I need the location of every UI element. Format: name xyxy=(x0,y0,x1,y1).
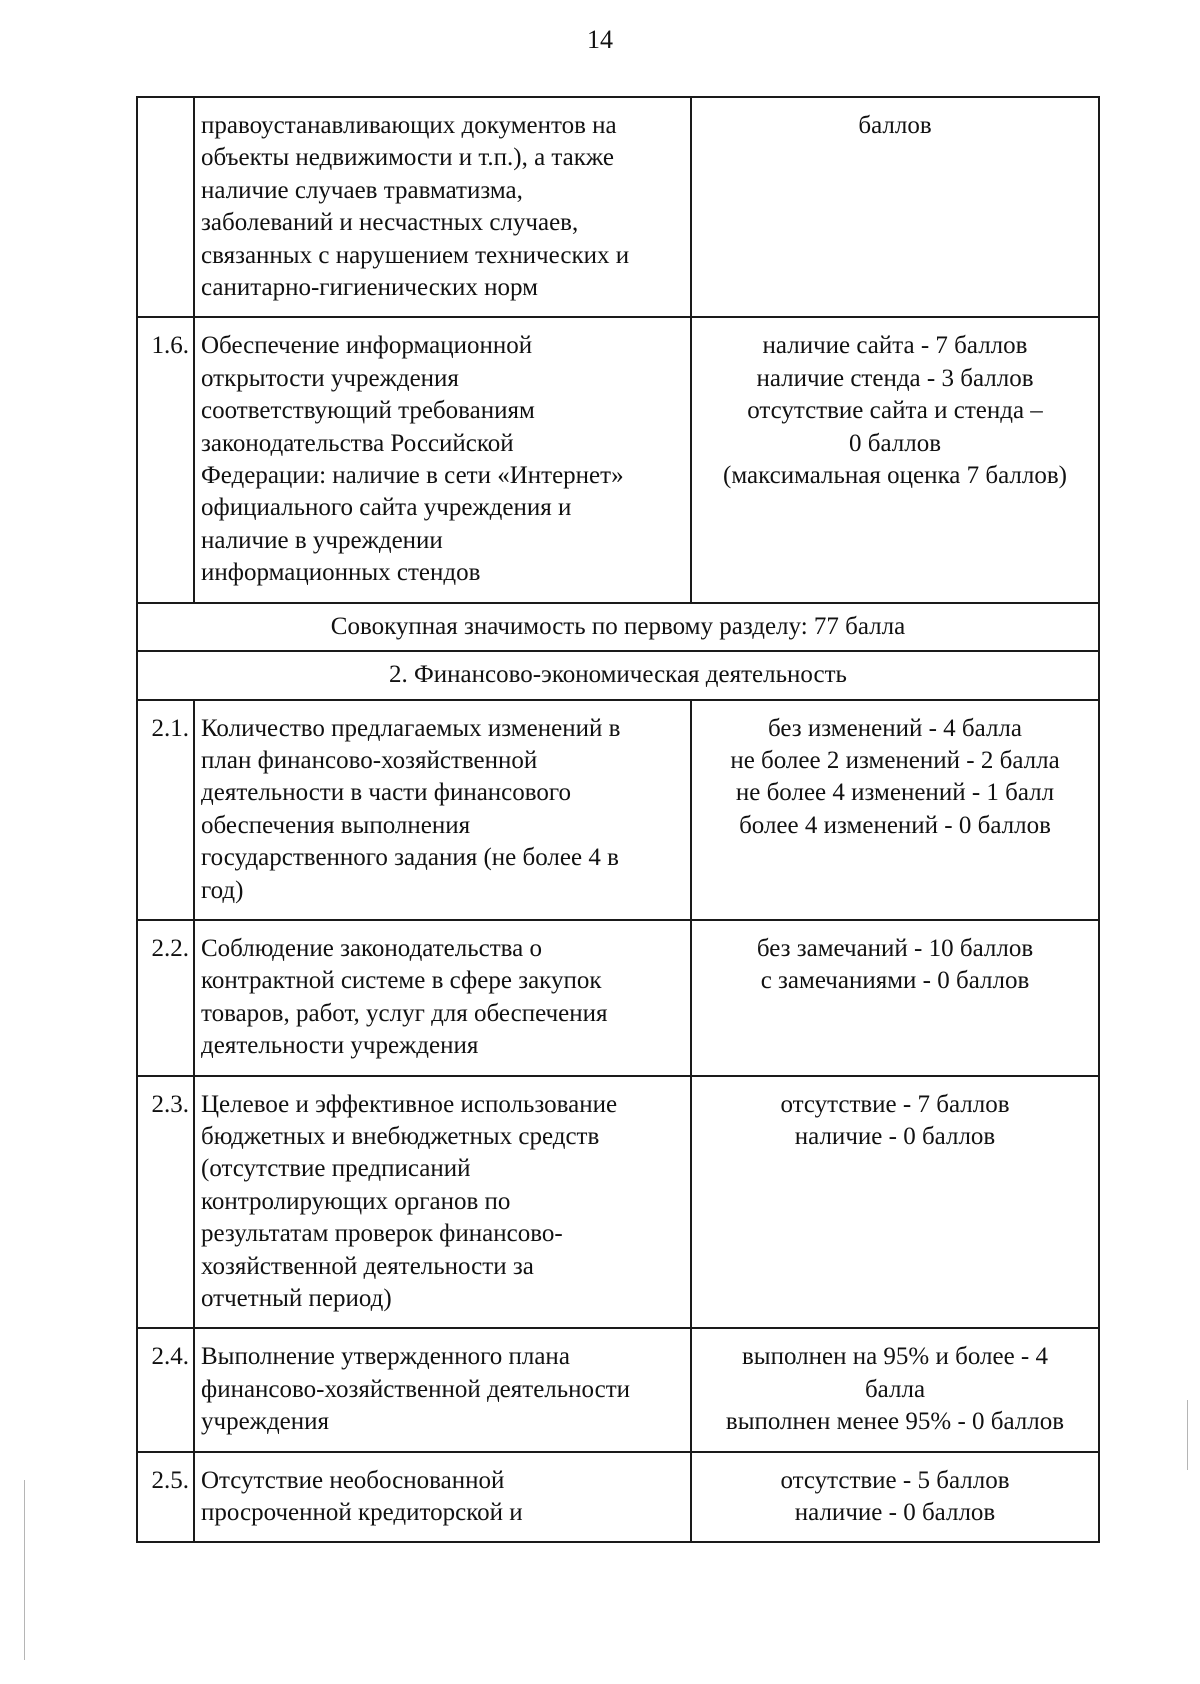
description-line: связанных с нарушением технических и xyxy=(201,241,630,269)
description-line: Обеспечение информационной xyxy=(201,332,533,360)
section-summary-row xyxy=(137,603,1099,651)
score-line: выполнен менее 95% - 0 баллов xyxy=(725,1408,1065,1436)
page-number: 14 xyxy=(587,25,613,54)
row-number: 1.6. xyxy=(137,317,194,602)
description-line: заболеваний и несчастных случаев, xyxy=(201,209,579,237)
score-line: отсутствие - 7 баллов xyxy=(780,1090,1010,1118)
criterion-score xyxy=(691,1328,1099,1451)
criterion-description xyxy=(194,317,691,602)
description-line: год) xyxy=(201,876,244,904)
description-line: открытости учреждения xyxy=(201,364,459,392)
description-line: результатам проверок финансово- xyxy=(201,1220,563,1248)
score-line: без изменений - 4 балла xyxy=(767,714,1022,742)
description-line: хозяйственной деятельности за xyxy=(201,1252,534,1280)
section-summary: Совокупная значимость по первому разделу: 77 балла xyxy=(137,603,1099,651)
criterion-description xyxy=(194,700,691,920)
description-line: просроченной кредиторской и xyxy=(201,1499,523,1527)
description-line: обеспечения выполнения xyxy=(201,811,471,839)
description-line: Отсутствие необоснованной xyxy=(201,1466,505,1494)
row-number: 2.5. xyxy=(137,1452,194,1543)
scan-edge-mark xyxy=(24,1480,25,1660)
description-line: план финансово-хозяйственной xyxy=(201,746,538,774)
criterion-score xyxy=(691,97,1099,317)
score-line: отсутствие сайта и стенда – xyxy=(747,397,1043,425)
description-line: учреждения xyxy=(201,1408,330,1436)
section-header-row xyxy=(137,651,1099,699)
criteria-table-body xyxy=(137,97,1099,1542)
description-line: (отсутствие предписаний xyxy=(201,1155,471,1183)
criteria-row xyxy=(137,1452,1099,1543)
criterion-score xyxy=(691,1452,1099,1543)
score-line: 0 баллов xyxy=(848,429,942,457)
description-line: отчетный период) xyxy=(201,1285,392,1312)
score-line: наличие сайта - 7 баллов xyxy=(762,332,1028,360)
description-line: государственного задания (не более 4 в xyxy=(201,844,619,872)
description-line: Количество предлагаемых изменений в xyxy=(201,714,621,742)
score-line: с замечаниями - 0 баллов xyxy=(760,967,1030,995)
score-line: не более 2 изменений - 2 балла xyxy=(730,746,1060,774)
score-line: без замечаний - 10 баллов xyxy=(756,934,1034,962)
criteria-row xyxy=(137,1328,1099,1451)
description-line: бюджетных и внебюджетных средств xyxy=(201,1122,600,1150)
criteria-row xyxy=(137,317,1099,602)
scan-edge-mark xyxy=(1187,1400,1188,1470)
score-line: наличие - 0 баллов xyxy=(794,1122,996,1150)
row-number: 2.1. xyxy=(137,700,194,920)
description-line: контрактной системе в сфере закупок xyxy=(201,967,602,995)
score-line: (максимальная оценка 7 баллов) xyxy=(723,462,1067,490)
score-line: более 4 изменений - 0 баллов xyxy=(739,811,1051,839)
criterion-score xyxy=(691,700,1099,920)
score-line: наличие стенда - 3 баллов xyxy=(756,364,1034,392)
description-line: контролирующих органов по xyxy=(201,1187,511,1215)
description-line: Соблюдение законодательства о xyxy=(201,934,542,962)
criteria-table xyxy=(136,96,1100,1543)
description-line: наличие в учреждении xyxy=(201,526,443,554)
criterion-description xyxy=(194,97,691,317)
section-heading: 2. Финансово-экономическая деятельность xyxy=(137,651,1099,699)
criteria-row xyxy=(137,700,1099,920)
criteria-row xyxy=(137,97,1099,317)
score-line: баллов xyxy=(858,112,932,139)
score-line: отсутствие - 5 баллов xyxy=(780,1466,1010,1494)
description-line: финансово-хозяйственной деятельности xyxy=(201,1375,631,1403)
description-line: деятельности учреждения xyxy=(201,1032,479,1060)
criterion-description xyxy=(194,1076,691,1329)
description-line: Целевое и эффективное использование xyxy=(201,1090,618,1118)
description-line: товаров, работ, услуг для обеспечения xyxy=(201,999,608,1027)
score-line: балла xyxy=(864,1375,926,1403)
criterion-description xyxy=(194,920,691,1076)
description-line: объекты недвижимости и т.п.), а также xyxy=(201,144,614,172)
criterion-score xyxy=(691,1076,1099,1329)
description-line: санитарно-гигиенических норм xyxy=(201,274,538,302)
description-line: Федерации: наличие в сети «Интернет» xyxy=(201,462,624,490)
description-line: законодательства Российской xyxy=(201,429,514,457)
criteria-row xyxy=(137,1076,1099,1329)
description-line: Выполнение утвержденного плана xyxy=(201,1343,570,1371)
score-line: выполнен на 95% и более - 4 xyxy=(741,1343,1049,1371)
description-line: соответствующий требованиям xyxy=(201,397,535,425)
description-line: правоустанавливающих документов на xyxy=(201,112,617,139)
criterion-description xyxy=(194,1328,691,1451)
row-number: 2.3. xyxy=(137,1076,194,1329)
criterion-score xyxy=(691,317,1099,602)
description-line: официального сайта учреждения и xyxy=(201,494,572,522)
row-number: 2.2. xyxy=(137,920,194,1076)
description-line: наличие случаев травматизма, xyxy=(201,176,523,204)
score-line: не более 4 изменений - 1 балл xyxy=(735,779,1055,807)
criterion-score xyxy=(691,920,1099,1076)
score-line: наличие - 0 баллов xyxy=(794,1499,996,1527)
description-line: информационных стендов xyxy=(201,559,481,587)
row-number: 2.4. xyxy=(137,1328,194,1451)
criterion-description xyxy=(194,1452,691,1543)
description-line: деятельности в части финансового xyxy=(201,779,572,807)
criteria-row xyxy=(137,920,1099,1076)
row-number xyxy=(137,97,194,317)
